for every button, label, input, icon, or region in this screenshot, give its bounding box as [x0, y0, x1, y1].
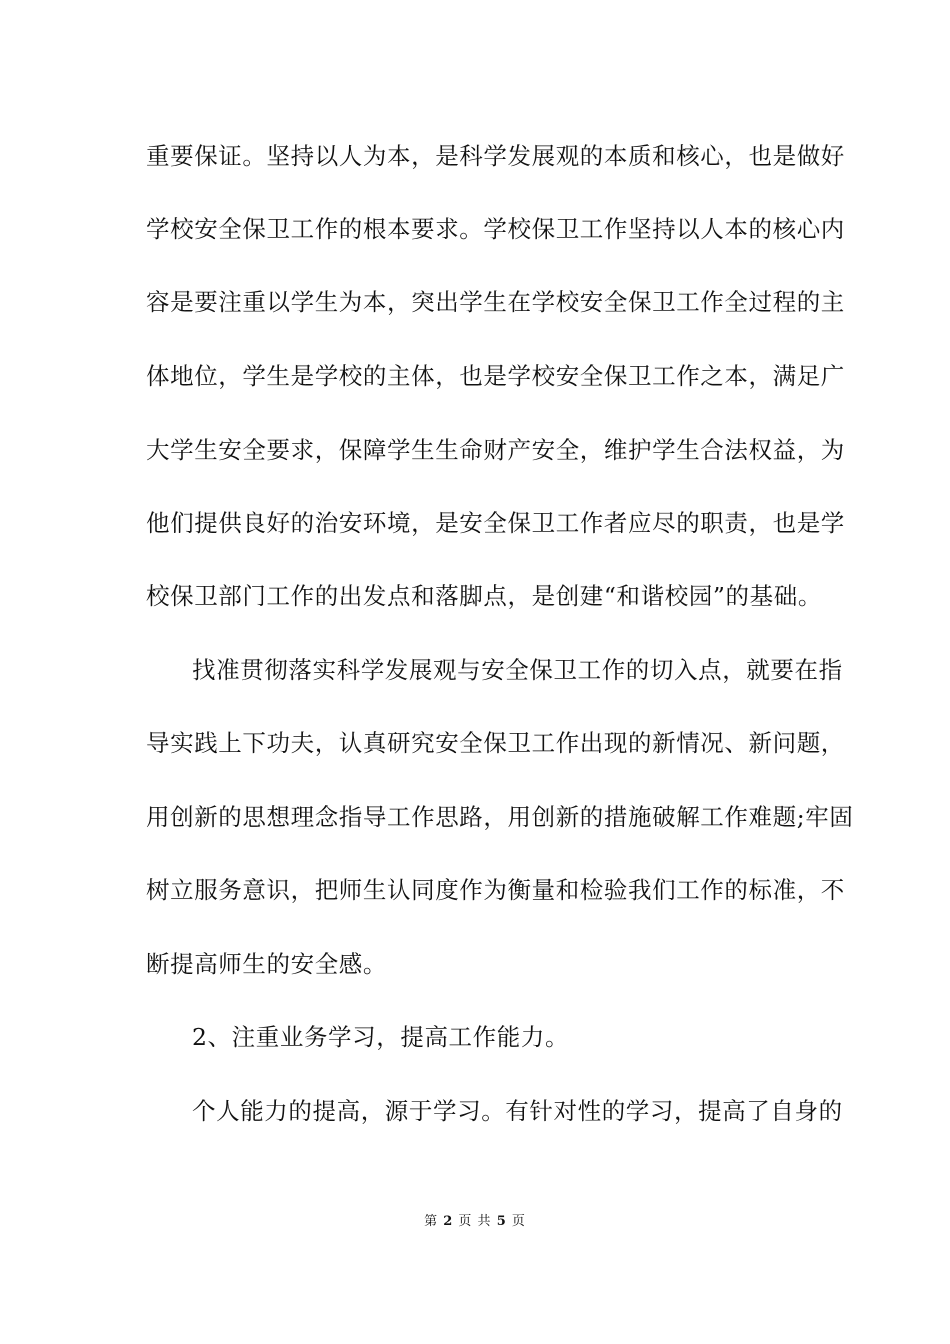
- text-line-9: 导实践上下功夫，认真研究安全保卫工作出现的新情况、新问题，: [146, 729, 845, 757]
- text-line-12: 断提高师生的安全感。: [146, 950, 387, 978]
- text-line-2: 学校安全保卫工作的根本要求。学校保卫工作坚持以人本的核心内: [146, 215, 845, 243]
- text-line-6: 他们提供良好的治安环境，是安全保卫工作者应尽的职责，也是学: [146, 509, 845, 537]
- text-line-14: 个人能力的提高，源于学习。有针对性的学习，提高了自身的: [192, 1097, 843, 1125]
- footer-prefix: 第: [424, 1214, 439, 1229]
- footer-middle: 页 共: [458, 1214, 492, 1229]
- text-line-11: 树立服务意识，把师生认同度作为衡量和检验我们工作的标准，不: [146, 876, 845, 904]
- text-line-4: 体地位，学生是学校的主体，也是学校安全保卫工作之本，满足广: [146, 362, 845, 390]
- text-line-8: 找准贯彻落实科学发展观与安全保卫工作的切入点，就要在指: [192, 656, 843, 684]
- footer-suffix: 页: [511, 1214, 526, 1229]
- text-line-1: 重要保证。坚持以人为本，是科学发展观的本质和核心，也是做好: [146, 142, 845, 170]
- section-heading: 2、注重业务学习，提高工作能力。: [192, 1023, 570, 1051]
- text-line-5: 大学生安全要求，保障学生生命财产安全，维护学生合法权益，为: [146, 436, 845, 464]
- text-line-3: 容是要注重以学生为本，突出学生在学校安全保卫工作全过程的主: [146, 288, 845, 316]
- footer-total-pages: 5: [496, 1214, 507, 1229]
- text-line-7: 校保卫部门工作的出发点和落脚点，是创建“和谐校园”的基础。: [146, 582, 822, 610]
- footer-current-page: 2: [443, 1214, 454, 1229]
- text-line-10: 用创新的思想理念指导工作思路，用创新的措施破解工作难题;牢固: [146, 803, 854, 831]
- page-footer: [0, 1210, 950, 1229]
